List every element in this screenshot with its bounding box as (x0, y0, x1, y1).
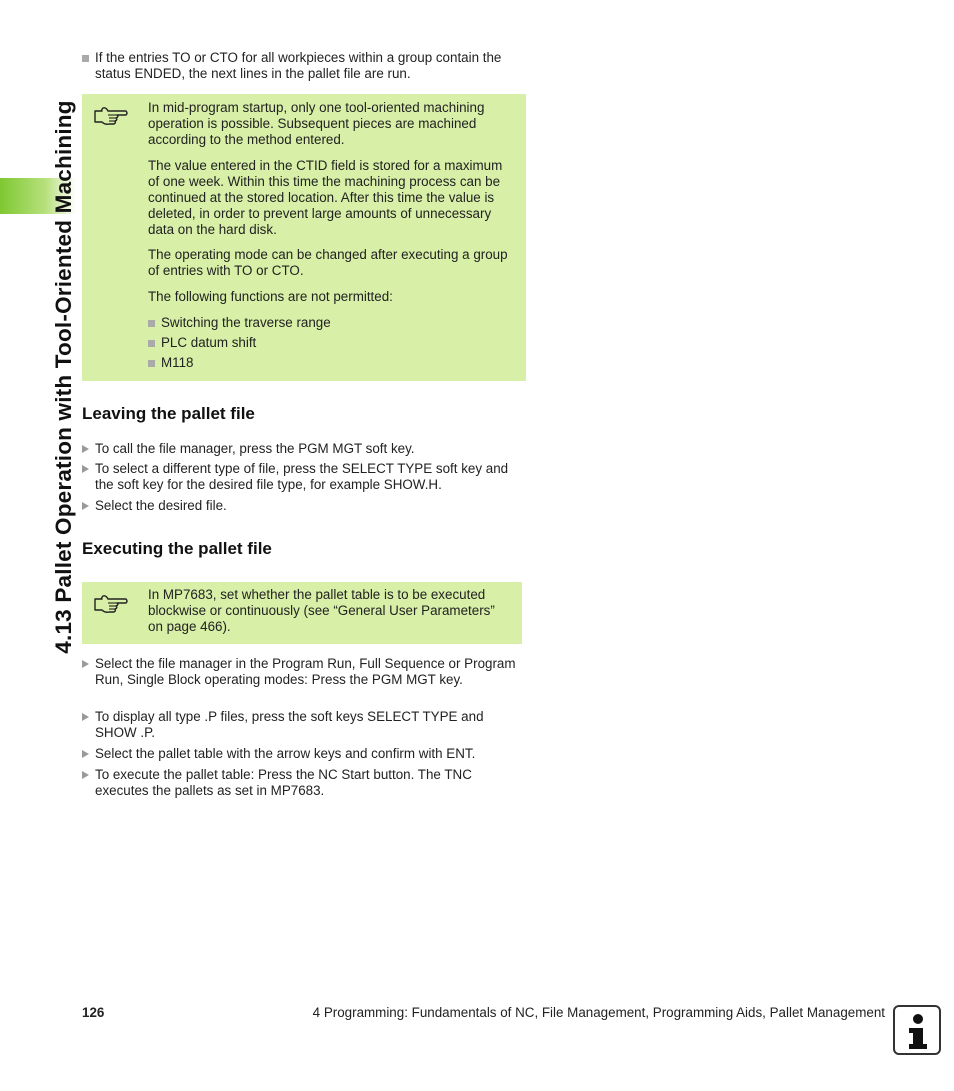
triangle-bullet-icon (82, 465, 89, 473)
step-text: Select the pallet table with the arrow keys and confirm with ENT. (95, 746, 476, 761)
section-heading-executing: Executing the pallet file (82, 539, 272, 558)
step-text: To display all type .P files, press the soft keys SELECT TYPE and SHOW .P. (95, 709, 484, 740)
square-bullet-icon (82, 55, 89, 62)
list-item (148, 335, 514, 351)
step-text: To call the file manager, press the PGM MGT soft key. (95, 441, 415, 456)
triangle-bullet-icon (82, 502, 89, 510)
note-paragraph: The following functions are not permitted: (148, 289, 393, 304)
square-bullet-icon (148, 320, 155, 327)
list-item (148, 315, 514, 331)
note-box (82, 582, 522, 644)
intro-bullet (82, 50, 535, 82)
pointing-hand-icon (92, 592, 128, 614)
note-paragraph: In MP7683, set whether the pallet table is to be executed blockwise or continuously (see “General User Parameters” on page 466). (148, 587, 495, 634)
pointing-hand-icon (92, 104, 128, 126)
section-heading-leaving: Leaving the pallet file (82, 404, 255, 423)
note-paragraph: In mid-program startup, only one tool-oriented machining operation is possible. Subsequent pieces are machined according to the method entered. (148, 100, 485, 147)
info-icon[interactable] (893, 1005, 941, 1055)
list-item (148, 355, 514, 371)
square-bullet-icon (148, 360, 155, 367)
note-text (148, 100, 514, 371)
step-item (82, 461, 522, 493)
chapter-footer: 4 Programming: Fundamentals of NC, File Management, Programming Aids, Pallet Management (312, 1005, 885, 1020)
note-paragraph: The operating mode can be changed after executing a group of entries with TO or CTO. (148, 247, 508, 278)
step-text: Select the desired file. (95, 498, 227, 513)
triangle-bullet-icon (82, 771, 89, 779)
side-chapter-title-text: 4.13 Pallet Operation with Tool-Oriented Machining (51, 100, 76, 654)
step-item (82, 767, 522, 799)
step-text: Select the file manager in the Program Run, Full Sequence or Program Run, Single Block operating modes: Press the PGM MGT key. (95, 656, 516, 687)
step-text: To select a different type of file, press the SELECT TYPE soft key and the soft key for the desired file type, for example SHOW.H. (95, 461, 509, 492)
step-item (82, 709, 522, 741)
triangle-bullet-icon (82, 660, 89, 668)
note-text (148, 587, 510, 635)
triangle-bullet-icon (82, 750, 89, 758)
step-item (82, 656, 522, 688)
step-item (82, 746, 522, 762)
page-number: 126 (82, 1005, 105, 1020)
list-item-text: PLC datum shift (161, 335, 257, 350)
list-item-text: M118 (161, 355, 194, 370)
square-bullet-icon (148, 340, 155, 347)
triangle-bullet-icon (82, 713, 89, 721)
step-text: To execute the pallet table: Press the NC Start button. The TNC executes the pallets as set in MP7683. (95, 767, 472, 798)
list-item-text: Switching the traverse range (161, 315, 331, 330)
step-item (82, 498, 522, 514)
info-glyph (895, 1007, 939, 1053)
note-box (82, 94, 526, 381)
triangle-bullet-icon (82, 445, 89, 453)
intro-bullet-text: If the entries TO or CTO for all workpieces within a group contain the status ENDED, the next lines in the pallet file are run. (95, 50, 502, 81)
step-item (82, 441, 522, 457)
note-paragraph: The value entered in the CTID field is stored for a maximum of one week. Within this time the machining process can be continued at the stored location. After this time the value is deleted, in order to prevent large amounts of unnecessary data on the hard disk. (148, 158, 503, 237)
